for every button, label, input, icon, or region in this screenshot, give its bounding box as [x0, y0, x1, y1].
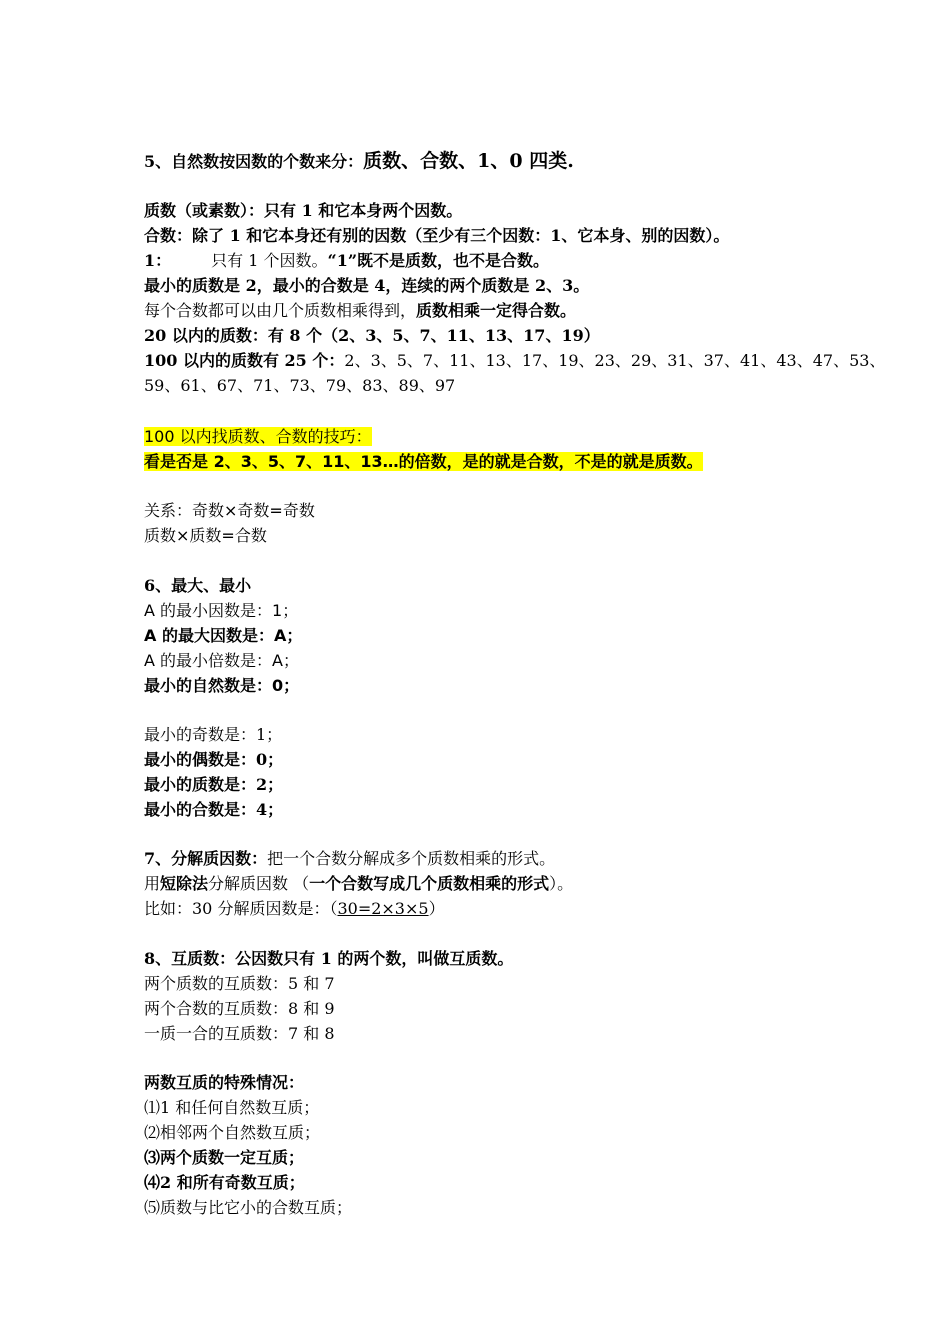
- primes-under-20: 20 以内的质数：有 8 个（2、3、5、7、11、13、17、19）: [144, 326, 600, 345]
- composite-definition: 合数：除了 1 和它本身还有别的因数（至少有三个因数：1、它本身、别的因数）。: [144, 226, 730, 245]
- primes-under-100: 100 以内的质数有 25 个：2、3、5、7、11、13、17、19、23、29、31、37、41、43、47、53、: [144, 351, 886, 370]
- min-even: 最小的偶数是：0；: [144, 750, 284, 769]
- smallest-prime-composite: 最小的质数是 2，最小的合数是 4，连续的两个质数是 2、3。: [144, 276, 590, 295]
- section-8-heading: 8、互质数：公因数只有 1 的两个数，叫做互质数。: [144, 949, 514, 968]
- prime-definition: 质数（或素数）：只有 1 和它本身两个因数。: [144, 201, 463, 220]
- min-prime: 最小的质数是：2；: [144, 775, 284, 794]
- special-case-2: ⑵相邻两个自然数互质；: [144, 1123, 321, 1142]
- special-case-4: ⑷2 和所有奇数互质；: [144, 1173, 305, 1192]
- one-definition: 1： 只有 1 个因数。“1”既不是质数，也不是合数。: [144, 251, 550, 270]
- factorization-example: 比如：30 分解质因数是：（30=2×3×5）: [144, 899, 445, 918]
- min-factor: A 的最小因数是：1；: [144, 601, 299, 620]
- max-factor: A 的最大因数是：A；: [144, 626, 303, 645]
- min-composite: 最小的合数是：4；: [144, 800, 284, 819]
- composite-product-note: 每个合数都可以由几个质数相乘得到，质数相乘一定得合数。: [144, 301, 577, 320]
- min-odd: 最小的奇数是：1；: [144, 725, 283, 744]
- coprime-mixed: 一质一合的互质数：7 和 8: [144, 1024, 335, 1043]
- section-6-heading: 6、最大、最小: [144, 576, 252, 595]
- special-case-3: ⑶两个质数一定互质；: [144, 1148, 305, 1167]
- short-division-method: 用短除法分解质因数 （一个合数写成几个质数相乘的形式）。: [144, 874, 574, 893]
- min-natural: 最小的自然数是：0；: [144, 676, 300, 695]
- special-case-5: ⑸质数与比它小的合数互质；: [144, 1198, 353, 1217]
- tip-title: 100 以内找质数、合数的技巧：: [144, 427, 372, 446]
- tip-body: 看是否是 2、3、5、7、11、13…的倍数，是的就是合数，不是的就是质数。: [144, 452, 703, 471]
- special-cases-heading: 两数互质的特殊情况：: [144, 1073, 305, 1092]
- relation-odd: 关系：奇数×奇数=奇数: [144, 501, 315, 520]
- coprime-composites: 两个合数的互质数：8 和 9: [144, 999, 335, 1018]
- primes-under-100-continued: 59、61、67、71、73、79、83、89、97: [144, 376, 456, 395]
- coprime-primes: 两个质数的互质数：5 和 7: [144, 974, 335, 993]
- section-5-heading: 5、自然数按因数的个数来分：质数、合数、1、0 四类.: [144, 150, 574, 172]
- special-case-1: ⑴1 和任何自然数互质；: [144, 1098, 320, 1117]
- section-7-heading: 7、分解质因数：把一个合数分解成多个质数相乘的形式。: [144, 849, 556, 868]
- min-multiple: A 的最小倍数是：A；: [144, 651, 299, 670]
- relation-prime: 质数×质数=合数: [144, 526, 267, 545]
